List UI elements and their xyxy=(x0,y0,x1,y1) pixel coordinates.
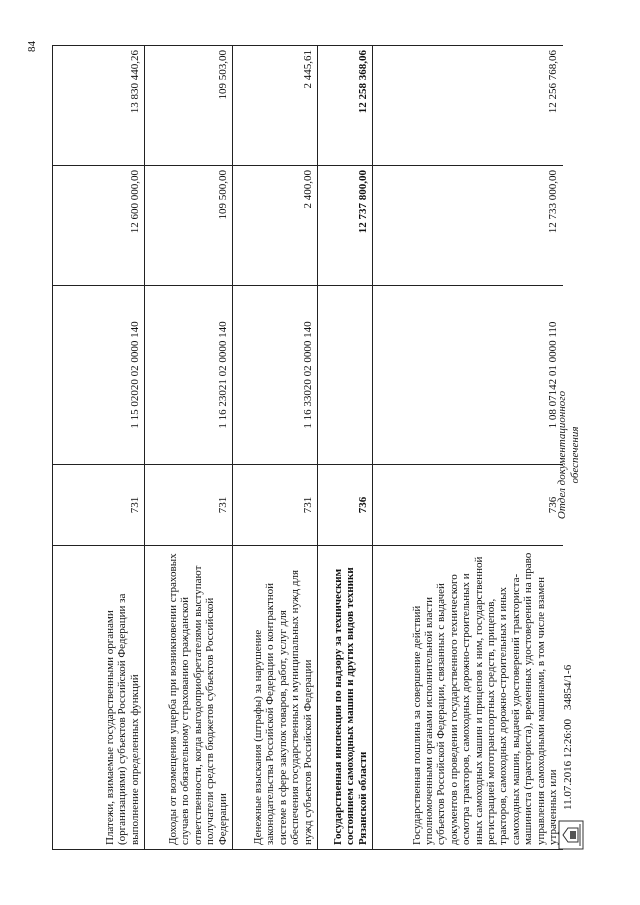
row-name: Платежи, взимаемые государственными органами (организациями) субъектов Российской Федерации за выполнение определенных функций xyxy=(53,546,145,850)
table-row xyxy=(373,46,563,850)
row-planned-amount: 12 733 000,00 xyxy=(373,166,563,286)
row-admin-code: 731 xyxy=(233,465,318,546)
row-planned-amount: 12 600 000,00 xyxy=(53,166,145,286)
footer-document-id: 34854/1-6 xyxy=(562,664,574,710)
row-admin-code: 736 xyxy=(373,465,563,546)
row-admin-code: 731 xyxy=(145,465,233,546)
table-row xyxy=(53,46,145,850)
row-admin-code: 736 xyxy=(318,465,373,546)
footer-department: Отдел документационного обеспечения xyxy=(556,390,581,520)
row-name: Доходы от возмещения ущерба при возникновении страховых случаев по обязательному страхованию гражданской ответственности, когда выгодоприобретателями выступают получатели средств бюджетов субъектов Российской Федерации xyxy=(145,546,233,850)
row-admin-code: 731 xyxy=(53,465,145,546)
row-planned-amount: 109 500,00 xyxy=(145,166,233,286)
page-footer xyxy=(556,40,616,850)
row-actual-amount: 109 503,00 xyxy=(145,46,233,166)
page-number: 84 xyxy=(26,41,38,52)
table-row xyxy=(233,46,318,850)
table-row xyxy=(145,46,233,850)
row-actual-amount: 13 830 440,26 xyxy=(53,46,145,166)
row-budget-code: 1 08 07142 01 0000 110 xyxy=(373,286,563,465)
row-name: Государственная инспекция по надзору за техническим состоянием самоходных машин и других видов техники Рязанской области xyxy=(318,546,373,850)
row-budget-code: 1 16 33020 02 0000 140 xyxy=(233,286,318,465)
revenue-table xyxy=(52,45,563,850)
row-planned-amount: 2 400,00 xyxy=(233,166,318,286)
row-budget-code: 1 16 23021 02 0000 140 xyxy=(145,286,233,465)
coat-of-arms-logo xyxy=(558,820,584,850)
row-planned-amount: 12 737 800,00 xyxy=(318,166,373,286)
row-actual-amount: 12 258 368,06 xyxy=(318,46,373,166)
row-name: Государственная пошлина за совершение действий уполномоченными органами исполнительной власти субъектов Российской Федерации, связанных с выдачей документов о проведении государственного технического осмотра тракторов, самоходных дорожно-строительных и иных самоходных машин и прицепов к ним, государственной регистрацией мототранспортных средств, прицепов, тракторов, самоходных дорожно-строительных и иных самоходных машин, выдачей удостоверений тракториста-машиниста (тракториста), временных удостоверений на право управления самоходными машинами, в том числе взамен утраченных или xyxy=(373,546,563,850)
row-actual-amount: 12 256 768,06 xyxy=(373,46,563,166)
row-name: Денежные взыскания (штрафы) за нарушение законодательства Российской Федерации о контрактной системе в сфере закупок товаров, работ, услуг для обеспечения государственных и муниципальных нужд для нужд субъектов Российской Федерации xyxy=(233,546,318,850)
table-row xyxy=(318,46,373,850)
footer-timestamp: 11.07.2016 12:26:00 xyxy=(562,719,574,810)
row-actual-amount: 2 445,61 xyxy=(233,46,318,166)
row-budget-code: 1 15 02020 02 0000 140 xyxy=(53,286,145,465)
row-budget-code xyxy=(318,286,373,465)
